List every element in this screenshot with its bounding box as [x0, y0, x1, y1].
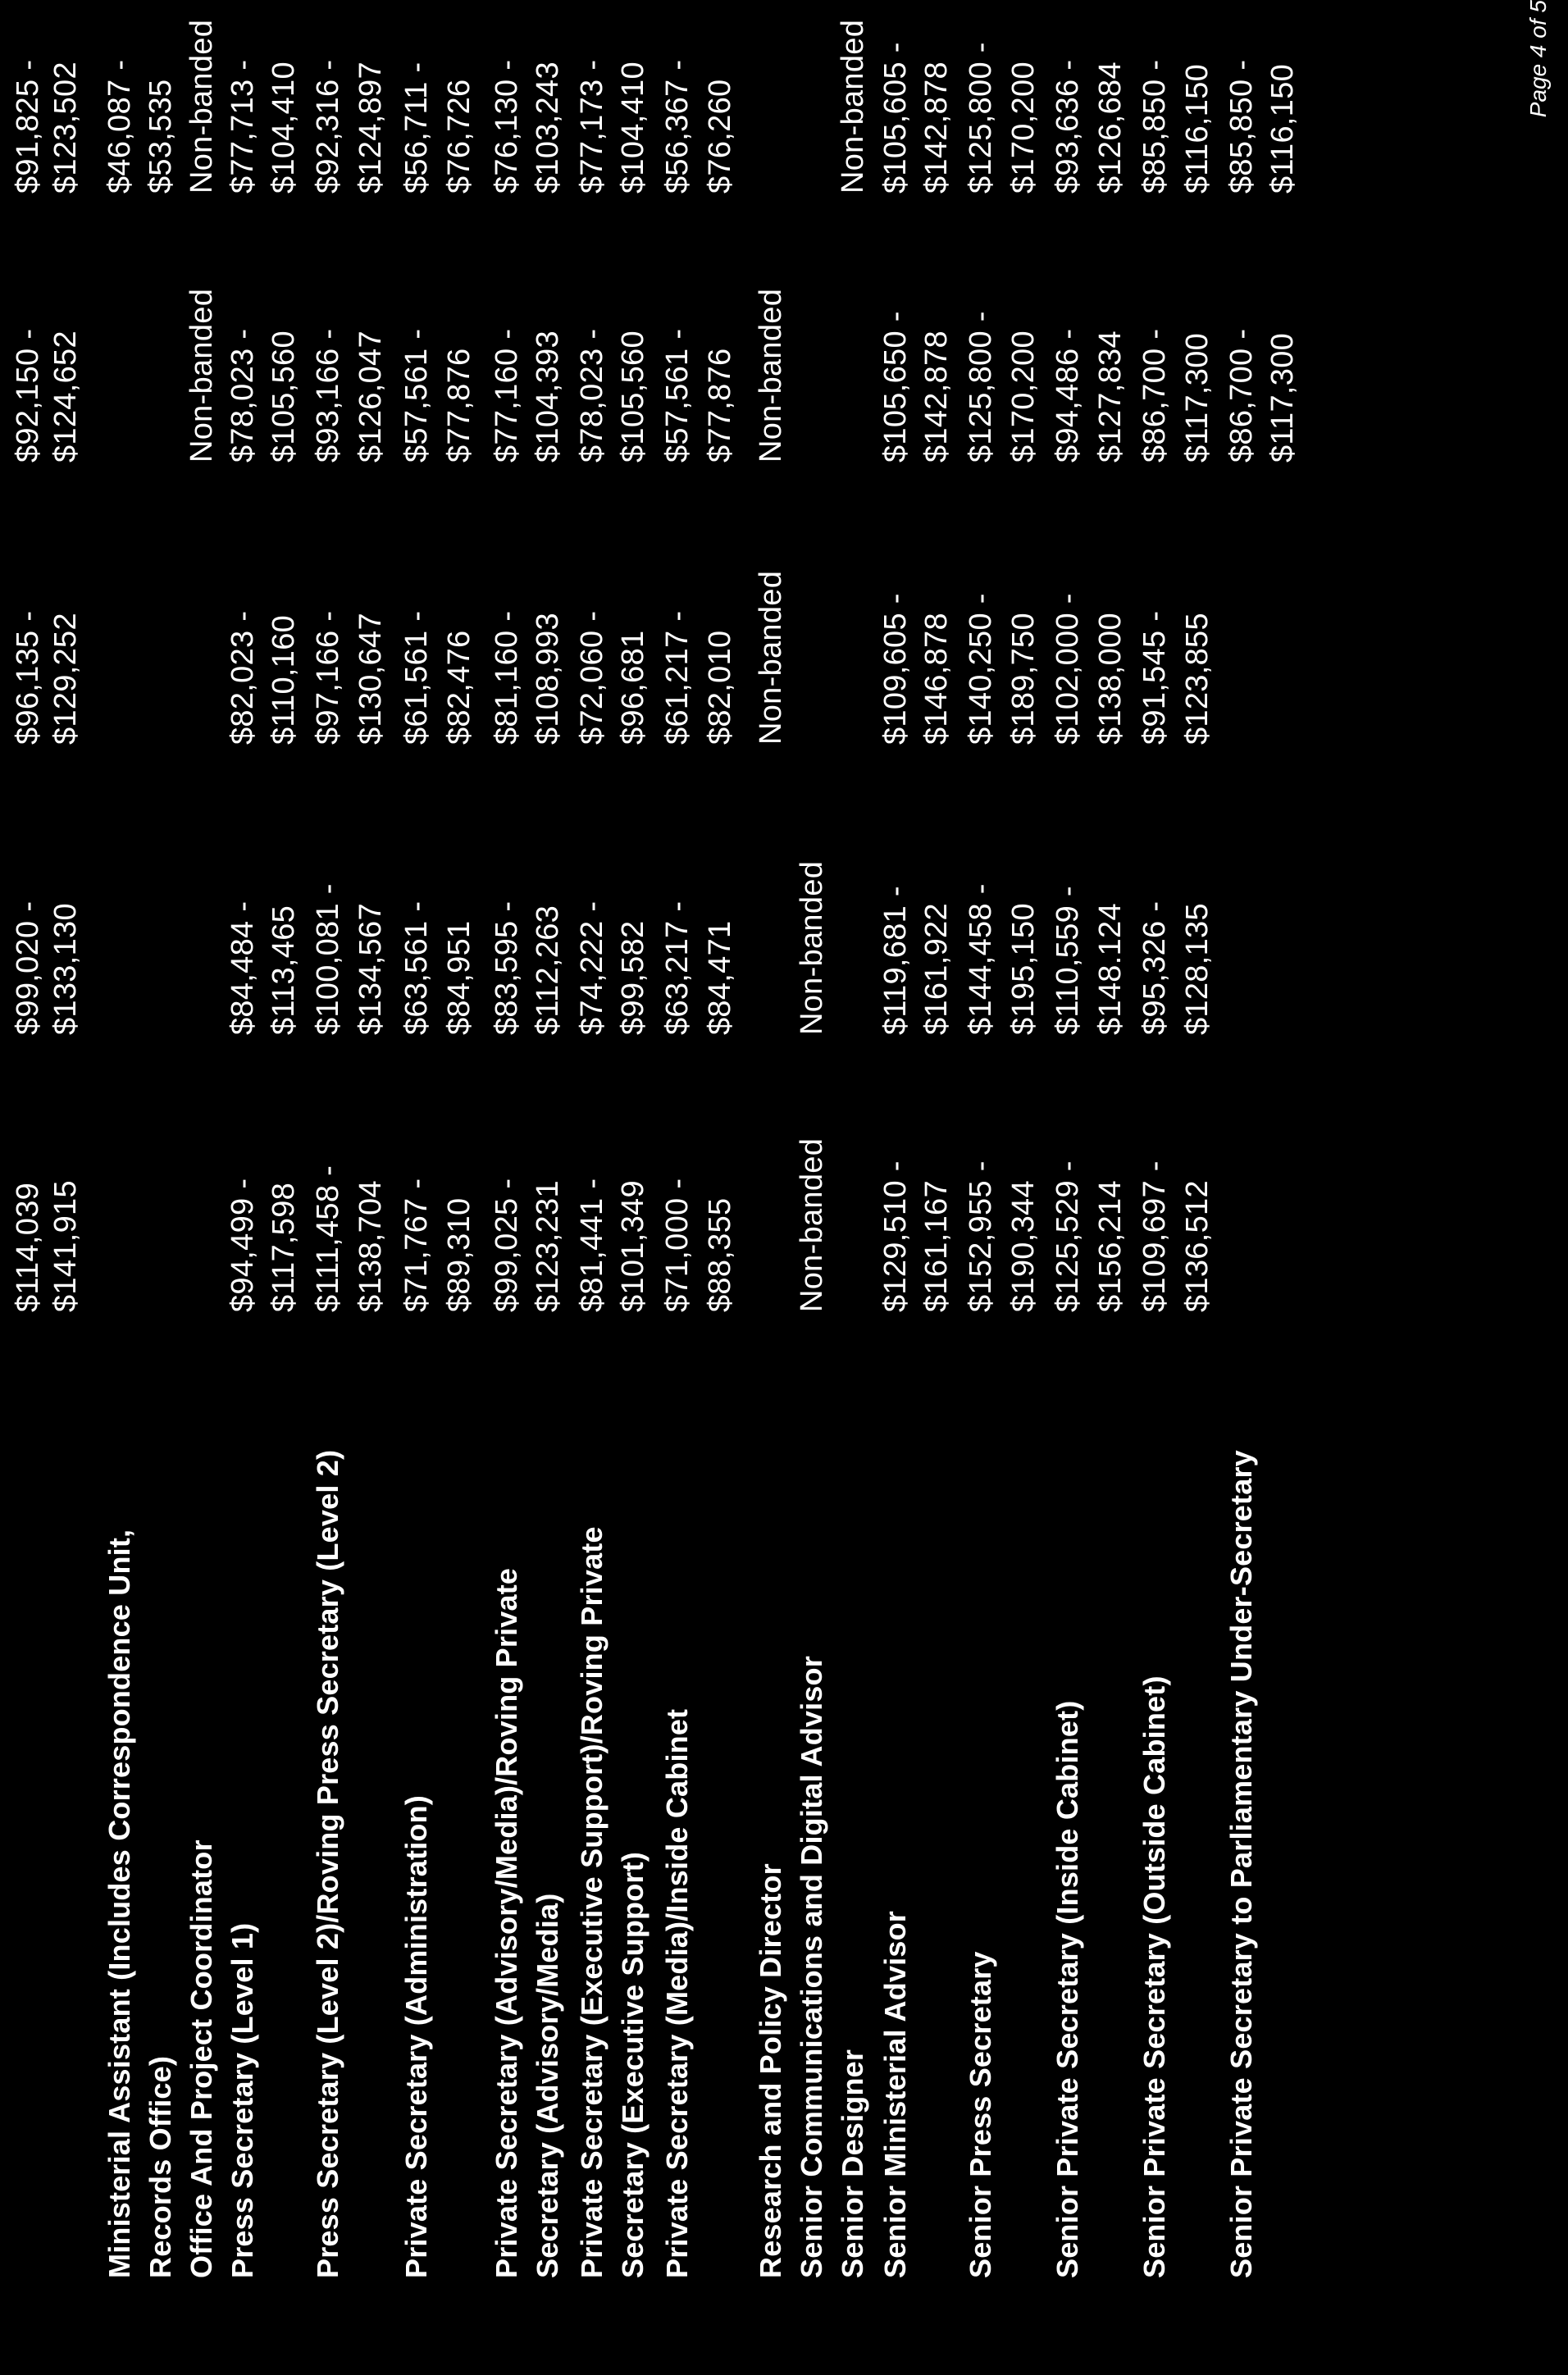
salary-cell: $126,047	[353, 330, 388, 463]
salary-cell: $76,260	[703, 79, 737, 194]
salary-cell: $126,684	[1093, 62, 1128, 194]
salary-cell: $93,636 -	[1051, 59, 1085, 194]
salary-cell: $123,502	[48, 62, 83, 194]
salary-cell: Non-banded	[795, 1137, 829, 1312]
salary-cell: $161,167	[919, 1180, 954, 1312]
salary-cell: $96,681	[616, 630, 650, 745]
table-row	[220, 0, 266, 2375]
salary-cell: $116,150	[1265, 63, 1300, 194]
salary-cell: $78,023 -	[226, 328, 260, 463]
salary-cell: Non-banded	[795, 860, 829, 1035]
salary-cell: $77,876	[442, 348, 476, 463]
table-row	[1174, 0, 1220, 2375]
salary-cell: $86,700 -	[1137, 328, 1172, 463]
salary-cell: $104,393	[531, 330, 565, 463]
salary-cell: $99,020 -	[11, 900, 45, 1035]
salary-cell: $61,217 -	[660, 610, 695, 745]
salary-cell: $85,850 -	[1137, 59, 1172, 194]
salary-cell: $125,800 -	[964, 42, 998, 194]
table-row	[958, 0, 1004, 2375]
salary-cell: $78,023 -	[575, 328, 609, 463]
salary-cell: $46,087 -	[103, 59, 137, 194]
table-row	[1132, 0, 1178, 2375]
table-row	[436, 0, 482, 2375]
table-row	[43, 0, 89, 2375]
salary-cell: $146,878	[919, 613, 954, 745]
table-row	[569, 0, 615, 2375]
table-row	[610, 0, 656, 2375]
salary-cell: $77,173 -	[575, 59, 609, 194]
salary-cell: $102,000 -	[1051, 593, 1085, 745]
salary-cell: $117,300	[1180, 332, 1215, 463]
salary-cell: $117,300	[1265, 332, 1300, 463]
salary-cell: $113,465	[267, 905, 301, 1035]
salary-cell: $111,458 -	[311, 1165, 345, 1312]
salary-cell: $105,560	[267, 330, 301, 463]
table-row	[1087, 0, 1133, 2375]
salary-cell: $129,252	[48, 613, 83, 745]
table-row	[748, 0, 794, 2375]
salary-cell: $77,876	[703, 348, 737, 463]
salary-cell: $92,150 -	[11, 328, 45, 463]
salary-cell: $63,217 -	[660, 900, 695, 1035]
salary-cell: $82,023 -	[226, 610, 260, 745]
salary-cell: $112,263	[531, 905, 565, 1035]
salary-cell: $88,355	[703, 1197, 737, 1312]
salary-cell: $123,231	[531, 1180, 565, 1312]
salary-cell: $84,471	[703, 920, 737, 1035]
salary-cell: $124,652	[48, 330, 83, 463]
salary-cell: $190,344	[1006, 1180, 1041, 1312]
salary-cell: $108,993	[531, 613, 565, 745]
salary-cell: $141,915	[48, 1180, 83, 1312]
position-title: Senior Designer	[836, 2049, 869, 2278]
salary-cell: $99,582	[616, 920, 650, 1035]
salary-cell: $89,310	[442, 1197, 476, 1312]
salary-cell: $140,250 -	[964, 593, 998, 745]
salary-cell: $109,697 -	[1137, 1160, 1172, 1312]
table-row	[789, 0, 835, 2375]
salary-cell: $110,559 -	[1051, 886, 1085, 1035]
salary-cell: $144,458 -	[964, 883, 998, 1035]
salary-cell: $189,750	[1006, 613, 1041, 745]
salary-cell: $148.124	[1093, 903, 1128, 1035]
salary-cell: $57,561 -	[660, 328, 695, 463]
position-title: Office And Project Coordinator	[185, 1839, 218, 2278]
table-row	[697, 0, 743, 2375]
table-row	[261, 0, 307, 2375]
salary-cell: $103,243	[531, 62, 565, 194]
salary-cell: $110,160	[267, 614, 301, 745]
salary-cell: $133,130	[48, 903, 83, 1035]
salary-cell: $136,512	[1180, 1180, 1215, 1312]
salary-cell: $105,560	[616, 330, 650, 463]
salary-cell: $130,647	[353, 613, 388, 745]
position-title: Private Secretary (Advisory/Media)/Roving Private	[490, 1567, 523, 2278]
salary-cell: $195,150	[1006, 903, 1041, 1035]
position-title: Private Secretary (Executive Support)/Roving Private	[575, 1526, 609, 2278]
table-row	[97, 0, 143, 2375]
salary-cell: $129,510 -	[878, 1160, 913, 1312]
table-row	[873, 0, 918, 2375]
position-title: Press Secretary (Level 1)	[226, 1922, 259, 2278]
salary-cell: $101,349	[616, 1180, 650, 1312]
salary-cell: $104,410	[616, 62, 650, 194]
salary-cell: $53,535	[144, 79, 178, 194]
table-row	[179, 0, 225, 2375]
salary-cell: $83,595 -	[490, 900, 524, 1035]
salary-cell: $119,681 -	[878, 886, 913, 1035]
salary-cell: $97,166 -	[311, 610, 345, 745]
salary-cell: $116,150	[1180, 63, 1215, 194]
position-title: Senior Private Secretary to Parliamentary Under-Secretary	[1224, 1450, 1258, 2278]
salary-cell: $77,160 -	[490, 328, 524, 463]
salary-cell: $63,561 -	[399, 900, 434, 1035]
position-title: Press Secretary (Level 2)/Roving Press Secretary (Level 2)	[311, 1449, 344, 2278]
salary-cell: $105,605 -	[878, 42, 913, 194]
table-row	[484, 0, 530, 2375]
table-row	[138, 0, 184, 2375]
salary-cell: $76,726	[442, 79, 476, 194]
salary-cell: $96,135 -	[11, 610, 45, 745]
salary-cell: $124,897	[353, 62, 388, 194]
salary-cell: $93,166 -	[311, 328, 345, 463]
salary-cell: $92,316 -	[311, 59, 345, 194]
salary-cell: $170,200	[1006, 330, 1041, 463]
table-row	[525, 0, 571, 2375]
salary-cell: $84,484 -	[226, 900, 260, 1035]
salary-cell: $138,000	[1093, 613, 1128, 745]
salary-cell: $152,955 -	[964, 1160, 998, 1312]
table-row	[394, 0, 440, 2375]
table-row	[1219, 0, 1265, 2375]
salary-cell: $91,825 -	[11, 59, 45, 194]
salary-cell: $134,567	[353, 903, 388, 1035]
salary-cell: $86,700 -	[1224, 328, 1259, 463]
salary-cell: $125,529 -	[1051, 1160, 1085, 1312]
salary-cell: Non-banded	[754, 288, 788, 463]
salary-cell: $81,160 -	[490, 610, 524, 745]
position-title: Records Office)	[144, 2055, 177, 2278]
salary-cell: $104,410	[267, 62, 301, 194]
position-title: Secretary (Advisory/Media)	[531, 1893, 564, 2278]
position-title: Senior Private Secretary (Outside Cabinet)	[1137, 1675, 1171, 2278]
salary-cell: $71,767 -	[399, 1178, 434, 1312]
position-title: Secretary (Executive Support)	[616, 1852, 650, 2278]
salary-cell: $74,222 -	[575, 900, 609, 1035]
table-row	[1045, 0, 1091, 2375]
salary-cell: $91,545 -	[1137, 610, 1172, 745]
salary-cell: Non-banded	[185, 288, 219, 463]
salary-cell: $161,922	[919, 903, 954, 1035]
salary-cell: $99,025 -	[490, 1178, 524, 1312]
salary-cell: $114,039	[11, 1182, 45, 1312]
salary-cell: $81,441 -	[575, 1178, 609, 1312]
table-row	[830, 0, 876, 2375]
salary-cell: $109,605 -	[878, 593, 913, 745]
salary-cell: $82,476	[442, 630, 476, 745]
salary-cell: $142,878	[919, 330, 954, 463]
page-footer: Page 4 of 5	[1525, 0, 1551, 118]
salary-cell: $77,713 -	[226, 59, 260, 194]
salary-cell: $94,499 -	[226, 1178, 260, 1312]
salary-cell: $94,486 -	[1051, 328, 1085, 463]
salary-cell: $128,135	[1180, 903, 1215, 1035]
table-row	[305, 0, 351, 2375]
salary-cell: $72,060 -	[575, 610, 609, 745]
salary-cell: $123,855	[1180, 613, 1215, 745]
salary-cell: $125,800 -	[964, 311, 998, 463]
salary-cell: Non-banded	[185, 19, 219, 194]
table-row	[914, 0, 959, 2375]
position-title: Senior Ministerial Advisor	[878, 1911, 912, 2278]
salary-cell: $76,130 -	[490, 59, 524, 194]
salary-cell: $85,850 -	[1224, 59, 1259, 194]
table-row	[1001, 0, 1046, 2375]
position-title: Research and Policy Director	[754, 1863, 787, 2278]
position-title: Senior Private Secretary (Inside Cabinet)	[1051, 1700, 1084, 2278]
position-title: Senior Communications and Digital Advisor	[795, 1656, 828, 2278]
table-row	[654, 0, 700, 2375]
salary-cell: Non-banded	[754, 570, 788, 745]
salary-cell: $138,704	[353, 1180, 388, 1312]
table-row	[1260, 0, 1306, 2375]
position-title: Senior Press Secretary	[964, 1951, 997, 2278]
table-row	[348, 0, 394, 2375]
salary-cell: $95,326 -	[1137, 900, 1172, 1035]
salary-cell: $142,878	[919, 62, 954, 194]
salary-cell: Non-banded	[836, 19, 870, 194]
position-title: Private Secretary (Administration)	[399, 1795, 433, 2278]
salary-cell: $156,214	[1093, 1180, 1128, 1312]
salary-cell: $57,561 -	[399, 328, 434, 463]
position-title: Ministerial Assistant (Includes Correspondence Unit,	[103, 1529, 136, 2278]
salary-cell: $56,711 -	[399, 62, 434, 194]
salary-cell: $127,834	[1093, 330, 1128, 463]
salary-cell: $105,650 -	[878, 311, 913, 463]
salary-cell: $82,010	[703, 630, 737, 745]
position-title: Private Secretary (Media)/Inside Cabinet	[660, 1708, 694, 2278]
salary-cell: $117,598	[267, 1182, 301, 1312]
salary-cell: $170,200	[1006, 62, 1041, 194]
salary-cell: $56,367 -	[660, 59, 695, 194]
salary-cell: $84,951	[442, 920, 476, 1035]
salary-cell: $100,081 -	[311, 883, 345, 1035]
salary-cell: $71,000 -	[660, 1178, 695, 1312]
salary-cell: $61,561 -	[399, 610, 434, 745]
